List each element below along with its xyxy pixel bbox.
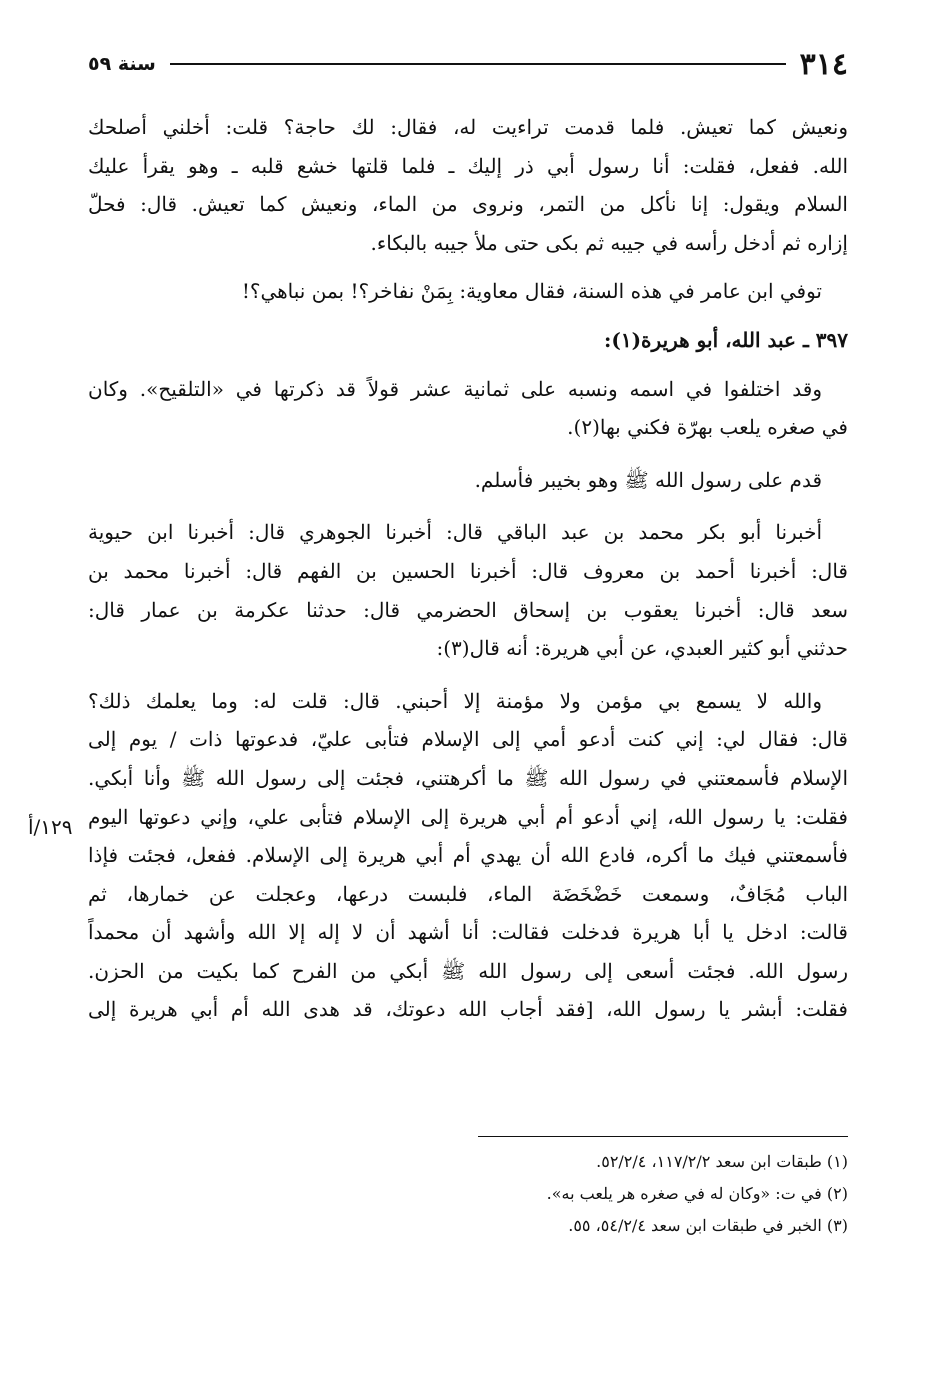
paragraph-4 xyxy=(88,461,848,500)
text-line: الإسلام فأسمعتني في رسول الله ﷺ ما أكرهتني، فجئت إلى رسول الله ﷺ وأنا أبكي. xyxy=(88,765,848,790)
margin-folio-note: ١٢٩/أ xyxy=(28,815,73,839)
text-line: الباب مُجَافٌ، وسمعت خَضْخَضَة الماء، فلبست درعها، وعجلت عن خمارها، ثم xyxy=(88,881,848,906)
text-line: ونعيش كما تعيش. فلما قدمت تراءيت له، فقال: لك حاجة؟ قلت: أخلني أصلحك xyxy=(88,115,848,139)
paragraph-6 xyxy=(88,682,848,1029)
text-line: قال: أخبرنا أحمد بن معروف قال: أخبرنا الحسين بن الفهم قال: أخبرنا محمد بن xyxy=(88,558,848,583)
text-line: حدثني أبو كثير العبدي، عن أبي هريرة: أنه قال(٣): xyxy=(436,636,848,661)
text-line: أخبرنا أبو بكر محمد بن عبد الباقي قال: أخبرنا الجوهري قال: أخبرنا ابن حيوية xyxy=(88,520,822,545)
running-head: سنة ٥٩ xyxy=(88,53,156,75)
text-line: توفي ابن عامر في هذه السنة، فقال معاوية: بِمَنْ نفاخر؟! بمن نباهي؟! xyxy=(241,279,822,304)
paragraph-3 xyxy=(88,370,848,447)
text-line: والله لا يسمع بي مؤمن ولا مؤمنة إلا أحبني. قال: قلت له: وما يعلمك ذلك؟ xyxy=(88,688,822,713)
text-line: فقلت: أبشر يا رسول الله، [فقد أجاب الله دعوتك، قد هدى الله أم أبي هريرة إلى xyxy=(88,997,848,1022)
main-text xyxy=(88,108,848,1029)
text-line: وقد اختلفوا في اسمه ونسبه على ثمانية عشر قولاً قد ذكرتها في «التلقيح». وكان xyxy=(88,376,822,401)
page-header xyxy=(88,44,848,84)
footnotes xyxy=(300,1146,848,1242)
header-rule xyxy=(170,63,786,65)
text-line: قالت: ادخل يا أبا هريرة فدخلت فقالت: أنا أشهد أن لا إله إلا الله وأشهد أن محمداً xyxy=(88,920,848,945)
page-number: ٣١٤ xyxy=(799,46,848,82)
footnote-rule xyxy=(478,1136,848,1137)
entry-heading xyxy=(88,321,848,360)
paragraph-2 xyxy=(88,272,848,311)
footnote-2: (٢) في ت: «وكان له في صغره هر يلعب به». xyxy=(546,1184,848,1203)
text-line: قال: فقال لي: إني كنت أدعو أمي إلى الإسلام فتأبى عليّ، فدعوتها ذات / يوم إلى xyxy=(88,727,848,752)
footnote-3: (٣) الخبر في طبقات ابن سعد ٥٤/٢/٤، ٥٥. xyxy=(568,1216,848,1235)
text-line: رسول الله. فجئت أسعى إلى رسول الله ﷺ أبكي من الفرح كما بكيت من الحزن. xyxy=(88,958,848,983)
text-line: السلام ويقول: إنا نأكل من التمر، ونروى من الماء، ونعيش كما تعيش. قال: فحلّ xyxy=(88,192,848,217)
text-line: فأسمعتني فيك ما أكره، فادع الله أن يهدي أم أبي هريرة إلى الإسلام. ففعل، فجئت فإذا xyxy=(88,843,848,868)
text-line: الله. ففعل، فقلت: أنا رسول أبي ذر إليك ـ فلما قلتها خشع قلبه ـ وهو يقرأ عليك xyxy=(88,153,848,178)
text-line: قدم على رسول الله ﷺ وهو بخيبر فأسلم. xyxy=(474,467,822,492)
footnote-1: (١) طبقات ابن سعد ١١٧/٢/٢، ٥٢/٢/٤. xyxy=(596,1152,848,1171)
text-line: إزاره ثم أدخل رأسه في جيبه ثم بكى حتى ملأ جيبه بالبكاء. xyxy=(370,230,848,255)
text-line: فقلت: يا رسول الله، إني أدعو أم أبي هريرة إلى الإسلام فتأبى علي، وإني دعوتها اليوم xyxy=(88,804,848,829)
paragraph-5 xyxy=(88,513,848,667)
entry-heading-text: ٣٩٧ ـ عبد الله، أبو هريرة(١): xyxy=(603,327,848,352)
paragraph-1 xyxy=(88,108,848,262)
text-line: في صغره يلعب بهرّة فكني بها(٢). xyxy=(567,415,848,440)
text-line: سعد قال: أخبرنا يعقوب بن إسحاق الحضرمي قال: حدثنا عكرمة بن عمار قال: xyxy=(88,597,848,622)
